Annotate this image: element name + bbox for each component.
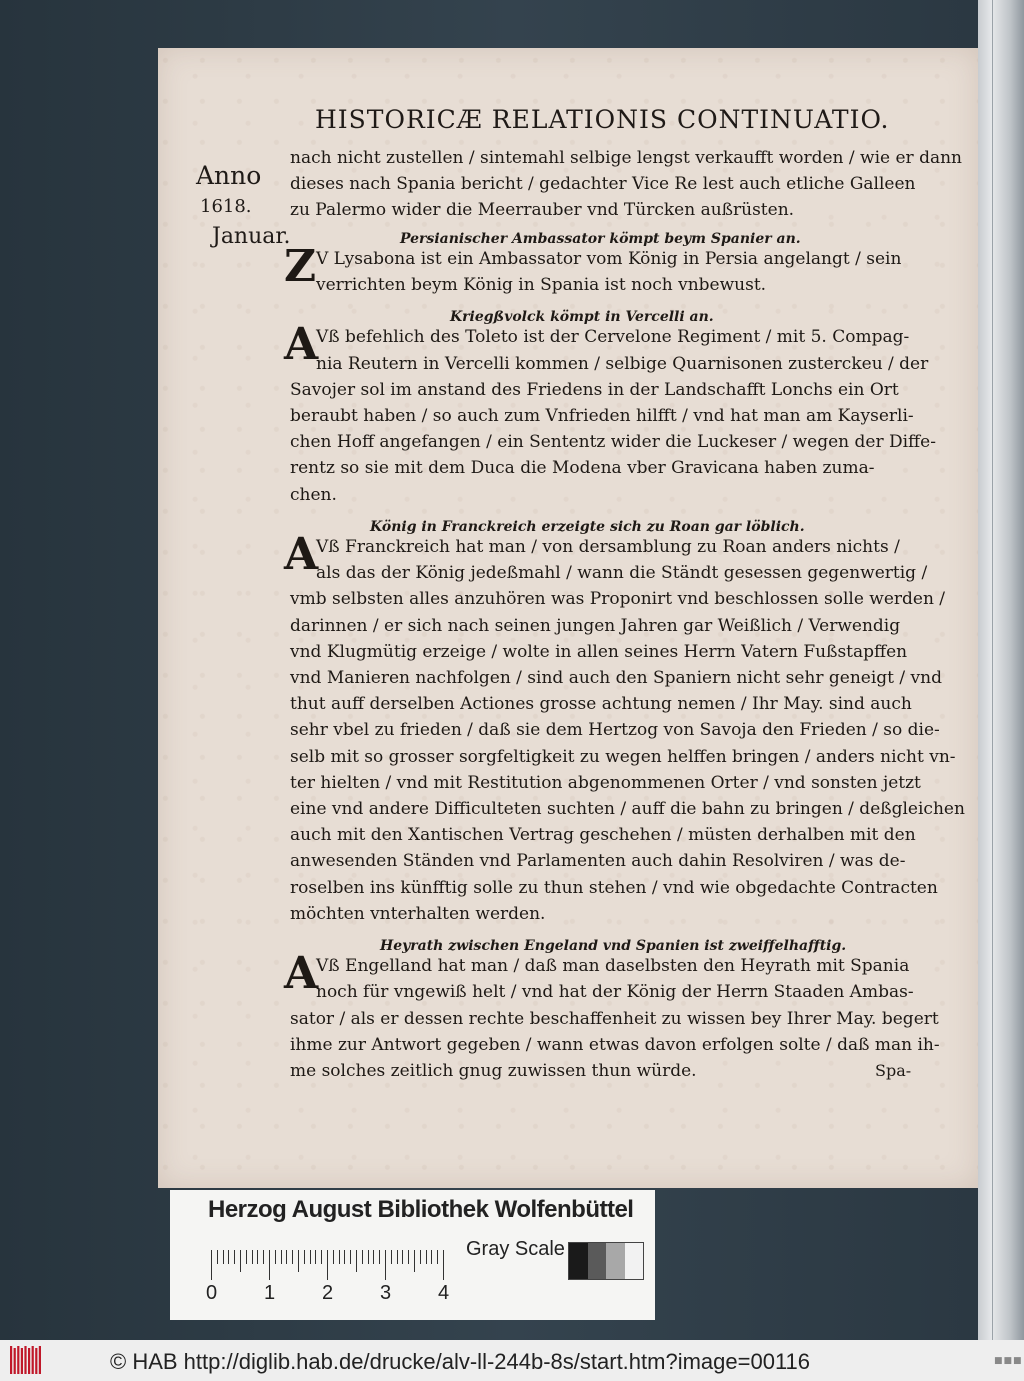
text-line: vnd Manieren nachfolgen / sind auch den Spaniern nicht sehr geneigt / vnd xyxy=(290,668,942,688)
more-dots-icon[interactable]: ■■■ xyxy=(994,1356,1023,1366)
text-line: chen. xyxy=(290,484,337,505)
ruler-tick xyxy=(379,1250,380,1264)
ruler-tick xyxy=(420,1250,421,1264)
ruler-tick xyxy=(252,1250,253,1264)
ruler-tick xyxy=(223,1250,224,1264)
ruler-tick xyxy=(217,1250,218,1264)
ruler-tick xyxy=(257,1250,258,1264)
ruler-tick xyxy=(234,1250,235,1264)
gray-scale-label: Gray Scale xyxy=(466,1238,565,1260)
color-calibration-card xyxy=(170,1190,655,1320)
drop-initial: A xyxy=(284,529,319,580)
text-line: sehr vbel zu frieden / daß sie dem Hertzog von Savoja den Frieden / so die- xyxy=(290,720,940,741)
text-line: sator / als er dessen rechte beschaffenheit zu wissen bey Ihrer May. begert xyxy=(290,1008,939,1029)
text-line: nia Reutern in Vercelli kommen / selbige Quarnisonen zusterckeu / der xyxy=(316,353,929,374)
logo-bar xyxy=(32,1346,34,1374)
book-page xyxy=(158,48,978,1188)
logo-bar xyxy=(28,1348,30,1374)
hab-logo-icon xyxy=(8,1344,44,1376)
text-line: dieses nach Spania bericht / gedachter Vice Re lest auch etliche Galleen xyxy=(290,174,916,195)
ruler-tick xyxy=(333,1250,334,1264)
ruler-tick xyxy=(385,1250,386,1280)
text-line: auch mit den Xantischen Vertrag geschehen / müsten derhalben mit den xyxy=(290,825,916,846)
ruler-tick xyxy=(263,1250,264,1264)
ruler-tick xyxy=(327,1250,328,1280)
ruler-tick xyxy=(211,1250,212,1280)
ruler-tick xyxy=(426,1250,427,1264)
text-line: V Lysabona ist ein Ambassator vom König in Persia angelangt / sein xyxy=(316,248,902,269)
text-line: vnd Klugmütig erzeige / wolte in allen seines Herrn Vatern Fußstapffen xyxy=(290,641,908,662)
margin-year: 1618. xyxy=(200,196,252,217)
ruler-tick xyxy=(414,1250,415,1272)
ruler-tick xyxy=(373,1250,374,1264)
text-line: me solches zeitlich gnug zuwissen thun würde. xyxy=(290,1061,697,1081)
footer-bar xyxy=(0,1340,1024,1381)
drop-initial: Z xyxy=(284,240,317,292)
ruler-tick xyxy=(240,1250,241,1272)
text-line: Vß befehlich des Toleto ist der Cervelone Regiment / mit 5. Compag- xyxy=(316,327,910,348)
ruler-tick xyxy=(246,1250,247,1264)
text-line: als das der König jedeßmahl / wann die Ständt gesessen gegenwertig / xyxy=(316,563,928,584)
text-line: vmb selbsten alles anzuhören was Proponirt vnd beschlossen solle werden / xyxy=(290,589,946,610)
ruler-number-2: 2 xyxy=(322,1282,334,1304)
ruler-tick xyxy=(408,1250,409,1264)
ruler-tick xyxy=(310,1250,311,1264)
text-line: nach nicht zustellen / sintemahl selbige lengst verkaufft worden / wie er dann xyxy=(290,148,962,168)
ruler-tick xyxy=(304,1250,305,1264)
ruler xyxy=(211,1250,451,1280)
margin-month: Januar. xyxy=(212,224,291,249)
ruler-tick xyxy=(443,1250,444,1280)
text-line: roselben ins künfftig solle zu thun stehen / vnd wie obgedachte Contracten xyxy=(290,877,938,898)
text-line: Vß Engelland hat man / daß man daselbsten den Heyrath mit Spania xyxy=(316,956,910,977)
text-line: möchten vnterhalten werden. xyxy=(290,903,546,924)
ruler-tick xyxy=(321,1250,322,1264)
ruler-tick xyxy=(339,1250,340,1264)
catchword: Spa- xyxy=(875,1061,912,1080)
text-line: rentz so sie mit dem Duca die Modena vber Gravicana haben zuma- xyxy=(290,458,875,479)
logo-bar xyxy=(21,1348,23,1374)
ruler-tick xyxy=(397,1250,398,1264)
logo-bar xyxy=(35,1348,37,1374)
logo-bar xyxy=(17,1346,19,1374)
footer-copyright-link[interactable]: © HAB http://diglib.hab.de/drucke/alv-ll-244b-8s/start.htm?image=00116 xyxy=(110,1349,811,1374)
ruler-tick xyxy=(344,1250,345,1264)
card-title: Herzog August Bibliothek Wolfenbüttel xyxy=(208,1196,634,1223)
ruler-tick xyxy=(228,1250,229,1264)
ruler-tick xyxy=(315,1250,316,1264)
text-line: selb mit so grosser sorgfeltigkeit zu wegen helffen bringen / anders nicht vn- xyxy=(290,746,956,767)
drop-initial: A xyxy=(284,948,319,1000)
gray-patch xyxy=(625,1243,644,1279)
logo-bar xyxy=(10,1346,12,1374)
text-line: chen Hoff angefangen / ein Sententz wider die Luckeser / wegen der Diffe- xyxy=(290,432,936,453)
ruler-tick xyxy=(391,1250,392,1264)
ruler-number-4: 4 xyxy=(438,1282,450,1304)
text-line: verrichten beym König in Spania ist noch vnbewust. xyxy=(316,275,767,295)
drop-initial: A xyxy=(284,319,319,371)
text-line: zu Palermo wider die Meerrauber vnd Türcken außrüsten. xyxy=(290,200,795,221)
text-line: ter hielten / vnd mit Restitution abgenommenen Orter / vnd sonsten jetzt xyxy=(290,772,921,793)
ruler-number-0: 0 xyxy=(206,1282,218,1304)
section-heading: König in Franckreich erzeigte sich zu Roan gar löblich. xyxy=(370,518,805,535)
section-heading: Heyrath zwischen Engeland vnd Spanien ist zweiffelhafftig. xyxy=(380,938,847,954)
logo-bar xyxy=(39,1346,41,1374)
ruler-tick xyxy=(269,1250,270,1280)
text-line: noch für vngewiß helt / vnd hat der König der Herrn Staaden Ambas- xyxy=(316,982,914,1003)
text-line: thut auff derselben Actiones grosse achtung nemen / Ihr May. sind auch xyxy=(290,694,912,715)
section-heading: Persianischer Ambassator kömpt beym Spanier an. xyxy=(400,230,801,247)
gray-patch xyxy=(606,1243,625,1279)
logo-bar xyxy=(14,1348,16,1374)
logo-bar xyxy=(24,1346,26,1374)
ruler-tick xyxy=(281,1250,282,1264)
ruler-tick xyxy=(298,1250,299,1272)
ruler-tick xyxy=(275,1250,276,1264)
text-line: ihme zur Antwort gegeben / wann etwas davon erfolgen solte / daß man ih- xyxy=(290,1034,940,1055)
text-line: anwesenden Ständen vnd Parlamenten auch dahin Resolviren / was de- xyxy=(290,851,906,872)
text-line: eine vnd andere Difficulteten suchten / auff die bahn zu bringen / deßgleichen xyxy=(290,799,965,819)
ruler-tick xyxy=(292,1250,293,1264)
ruler-tick xyxy=(437,1250,438,1264)
gray-patch xyxy=(588,1243,607,1279)
running-head: HISTORICÆ RELATIONIS CONTINUATIO. xyxy=(315,105,890,134)
ruler-tick xyxy=(402,1250,403,1264)
gray-patch xyxy=(569,1243,588,1279)
ruler-tick xyxy=(368,1250,369,1264)
ruler-tick xyxy=(431,1250,432,1264)
margin-anno: Anno xyxy=(196,161,262,190)
ruler-number-3: 3 xyxy=(380,1282,392,1304)
text-line: Vß Franckreich hat man / von dersamblung zu Roan anders nichts / xyxy=(316,537,900,557)
text-line: Savojer sol im anstand des Friedens in der Landschafft Lonchs ein Ort xyxy=(290,379,899,400)
ruler-number-1: 1 xyxy=(264,1282,276,1304)
text-line: darinnen / er sich nach seinen jungen Jahren gar Weißlich / Verwendig xyxy=(290,615,901,636)
section-heading: Kriegßvolck kömpt in Vercelli an. xyxy=(450,309,714,326)
text-line: beraubt haben / so auch zum Vnfrieden hilfft / vnd hat man am Kayserli- xyxy=(290,406,914,426)
ruler-tick xyxy=(362,1250,363,1264)
book-edge xyxy=(978,0,1024,1340)
gray-scale-patches xyxy=(568,1242,644,1280)
ruler-tick xyxy=(286,1250,287,1264)
ruler-tick xyxy=(356,1250,357,1272)
ruler-tick xyxy=(350,1250,351,1264)
